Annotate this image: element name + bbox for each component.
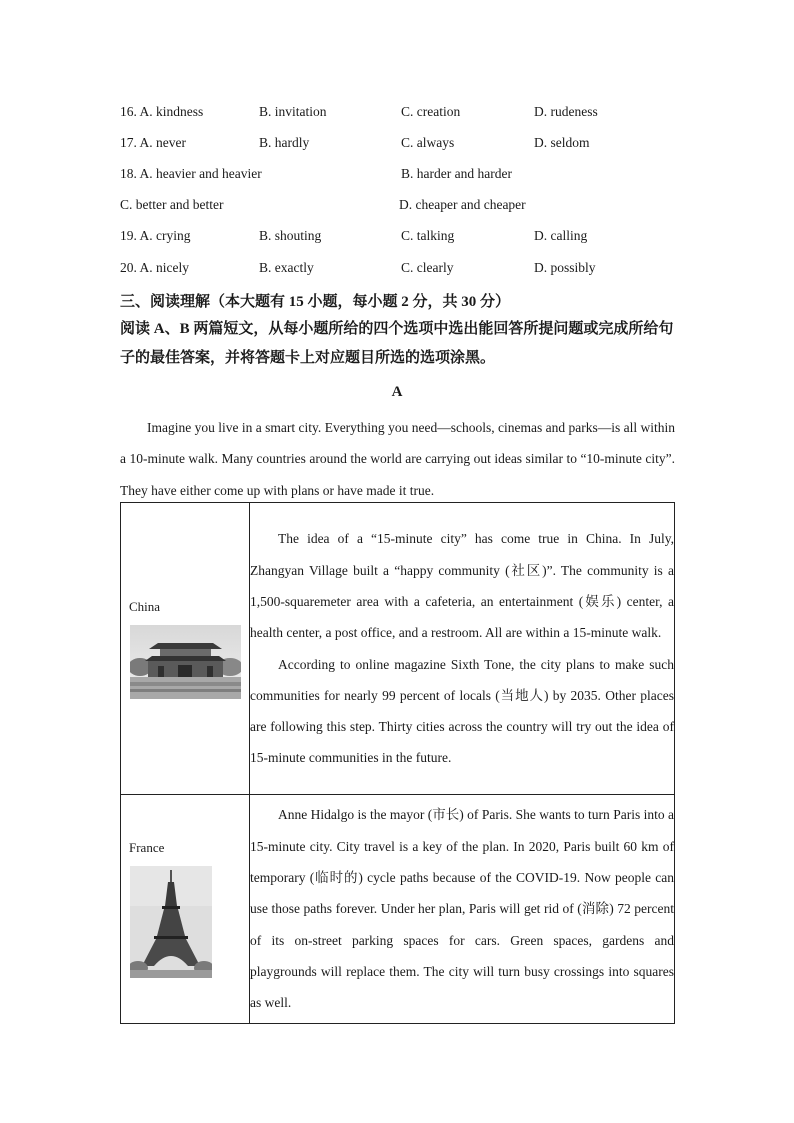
option-c: C. clearly bbox=[401, 260, 454, 275]
option-c: C. talking bbox=[401, 228, 455, 243]
country-cell bbox=[121, 795, 250, 1024]
option-b: B. harder and harder bbox=[401, 166, 512, 181]
option-d: D. seldom bbox=[534, 135, 590, 150]
option-c: C. always bbox=[401, 135, 455, 150]
france-text bbox=[250, 799, 674, 1018]
france-text-cell bbox=[250, 795, 675, 1024]
option-d: D. possibly bbox=[534, 260, 596, 275]
option-c: C. better and better bbox=[120, 197, 224, 212]
option-b: B. hardly bbox=[259, 135, 310, 150]
option-a: 20. A. nicely bbox=[120, 260, 190, 275]
question-18-options-row1 bbox=[0, 166, 794, 186]
passage-table bbox=[120, 502, 675, 1024]
china-text bbox=[250, 523, 674, 773]
option-a: 18. A. heavier and heavier bbox=[120, 166, 262, 181]
country-label: China bbox=[129, 598, 161, 614]
paragraph: According to online magazine Sixth Tone, the city plans to make such communities for nearly 99 percent of locals (当地人) by 2035. Other places are following this step. Thirty cities across the country will try out the idea of 15-minute communities in the future. bbox=[250, 656, 674, 766]
option-d: D. rudeness bbox=[534, 104, 598, 119]
section-instruction: 阅读 A、B 两篇短文，从每小题所给的四个选项中选出能回答所提问题或完成所给句子的最佳答案，并将答题卡上对应题目所选的选项涂黑。 bbox=[120, 321, 674, 366]
tiananmen-photo bbox=[130, 625, 241, 699]
option-a: 17. A. never bbox=[120, 135, 186, 150]
option-b: B. invitation bbox=[259, 104, 327, 119]
paragraph: The idea of a “15-minute city” has come true in China. In July, Zhangyan Village built a “happy community (社区)”. The community is a 1,500-squaremeter area with a cafeteria, an entertainment (娱乐) center, a health center, a post office, and a restroom. All are within a 15-minute walk. bbox=[250, 531, 674, 641]
paragraph: Anne Hidalgo is the mayor (市长) of Paris. She wants to turn Paris into a 15-minute city. City travel is a key of the plan. In 2020, Paris built 60 km of temporary (临时的) cycle paths because of the COVID-19. Now people can use those paths forever. Under her plan, Paris will get rid of (消除) 72 percent of its on-street parking spaces for cars. Green spaces, gardens and playgrounds will replace them. The city will turn busy crossings into squares as well. bbox=[250, 807, 674, 1011]
table-row-china bbox=[121, 503, 675, 795]
passage-intro: Imagine you live in a smart city. Everything you need—schools, cinemas and parks—is all within a 10-minute walk. Many countries around the world are carrying out ideas similar to “10-minute city”. They have either come up with plans or have made it true. bbox=[120, 420, 675, 498]
eiffel-tower-photo bbox=[130, 866, 212, 978]
option-b: B. shouting bbox=[259, 228, 322, 243]
option-b: B. exactly bbox=[259, 260, 314, 275]
question-20-options bbox=[0, 260, 794, 280]
question-16-options bbox=[0, 104, 794, 124]
china-text-cell bbox=[250, 503, 675, 795]
option-c: C. creation bbox=[401, 104, 461, 119]
passage-letter: A bbox=[391, 384, 403, 400]
country-cell bbox=[121, 503, 250, 795]
question-19-options bbox=[0, 228, 794, 248]
option-a: 19. A. crying bbox=[120, 228, 191, 243]
option-a: 16. A. kindness bbox=[120, 104, 204, 119]
question-18-options-row2 bbox=[0, 197, 794, 217]
question-17-options bbox=[0, 135, 794, 155]
country-label: France bbox=[129, 840, 165, 855]
option-d: D. calling bbox=[534, 228, 588, 243]
table-row-france bbox=[121, 795, 675, 1024]
option-d: D. cheaper and cheaper bbox=[399, 197, 526, 212]
section-heading: 三、阅读理解（本大题有 15 小题，每小题 2 分，共 30 分） bbox=[120, 294, 511, 310]
